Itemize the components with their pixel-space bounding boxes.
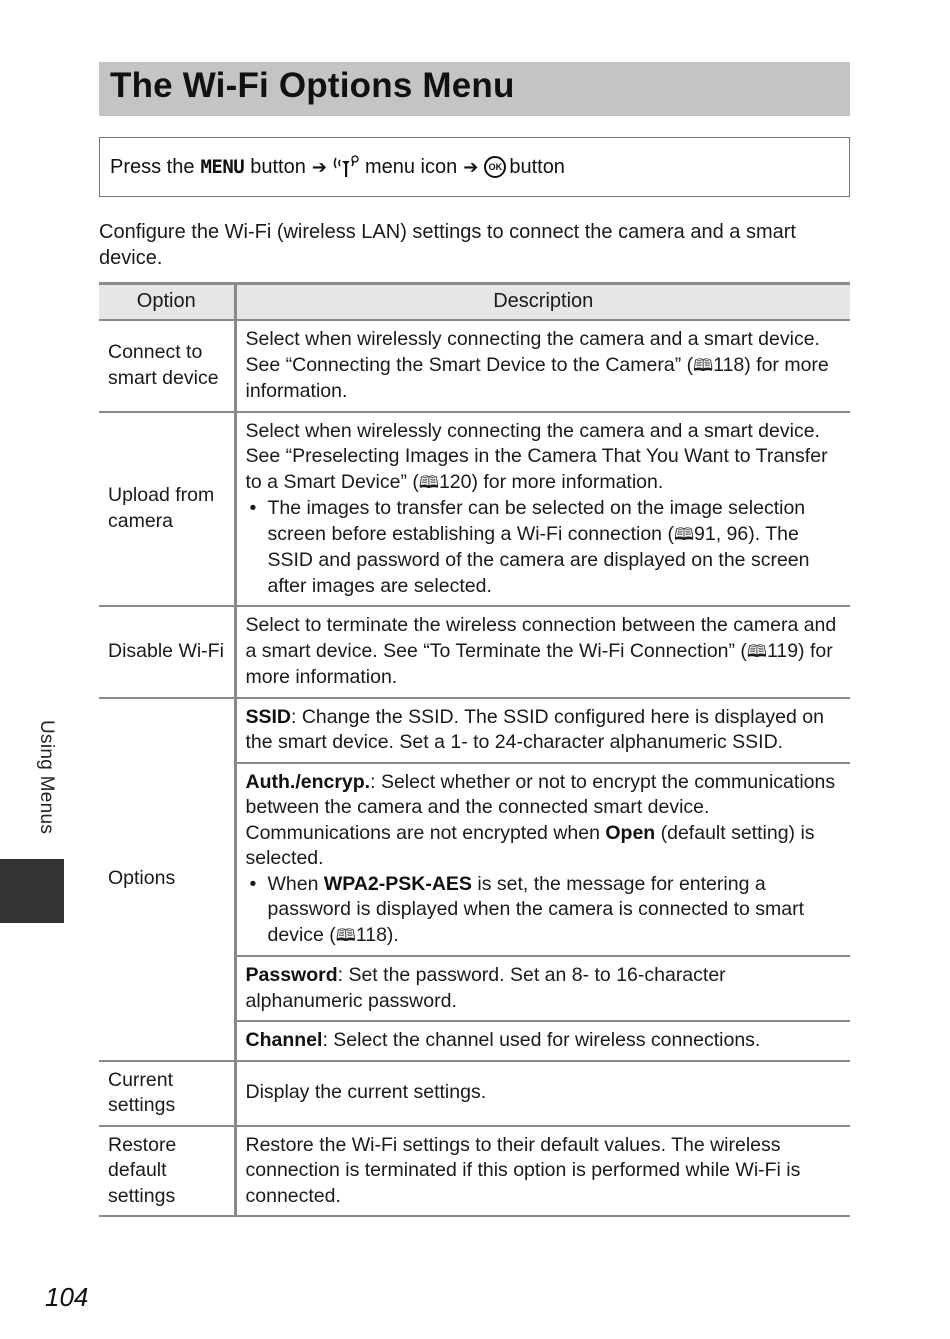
- bullet-text: The images to transfer can be selected on the image selection screen before establishing a Wi-Fi connection (: [267, 497, 806, 545]
- description-auth-encryp: [235, 763, 850, 957]
- book-reference-icon: 🕮: [746, 641, 767, 662]
- description-restore: Restore the Wi-Fi settings to their default values. The wireless connection is terminated if this option is performed while Wi-Fi is connected.: [235, 1126, 850, 1217]
- option-upload-from-camera: Upload from camera: [99, 412, 235, 607]
- description-text: (default setting) is selected.: [245, 821, 815, 869]
- bullet-text: is set, the message for entering a password is displayed when the camera is connected to smart device (: [267, 872, 805, 946]
- ok-button-icon: OK: [484, 156, 506, 178]
- wifi-options-table: [99, 282, 850, 1217]
- option-connect-to-smart-device: Connect to smart device: [99, 320, 235, 412]
- page-reference: 91, 96). The SSID and password of the camera are displayed on the screen after images are selected.: [267, 522, 810, 597]
- description-text: : Select the channel used for wireless connections.: [322, 1029, 761, 1051]
- description-text: : Change the SSID. The SSID configured here is displayed on the smart device. Set a 1- to 24-character alphanumeric SSID.: [245, 705, 824, 753]
- description-channel: [235, 1021, 850, 1061]
- table-row: [99, 1061, 850, 1126]
- page-reference: 119) for more information.: [245, 639, 833, 688]
- term-channel: Channel: [245, 1029, 323, 1051]
- option-current-settings: Current settings: [99, 1061, 235, 1126]
- title-bar: [99, 62, 850, 116]
- description-connect: [235, 320, 850, 412]
- table-row: [99, 1126, 850, 1217]
- table-row: [99, 606, 850, 698]
- arrow-icon: ➔: [463, 156, 479, 177]
- term-auth-encryp: Auth./encryp.: [245, 770, 371, 793]
- option-options: Options: [99, 698, 235, 1061]
- bullet-icon: •: [249, 872, 257, 895]
- description-ssid: [235, 698, 850, 763]
- section-tab-marker: [0, 859, 64, 923]
- table-row: [99, 412, 850, 607]
- book-reference-icon: 🕮: [693, 355, 714, 376]
- nav-press-the: Press the: [110, 155, 195, 178]
- intro-paragraph: Configure the Wi-Fi (wireless LAN) settings to connect the camera and a smart device.: [99, 221, 796, 269]
- bullet-item: [246, 496, 845, 599]
- bullet-text: When: [267, 872, 324, 895]
- term-ssid: SSID: [245, 705, 292, 728]
- table-row: [99, 698, 850, 763]
- table-header-row: [99, 284, 850, 321]
- description-upload: [235, 412, 850, 607]
- description-text: Select to terminate the wireless connection between the camera and a smart device. See “To Terminate the Wi-Fi Connection” (: [245, 614, 837, 662]
- option-disable-wifi: Disable Wi-Fi: [99, 606, 235, 698]
- nav-button-text: button: [250, 155, 306, 178]
- description-password: [235, 956, 850, 1021]
- column-header-description: Description: [235, 284, 850, 321]
- description-text: : Set the password. Set an 8- to 16-character alphanumeric password.: [245, 964, 726, 1012]
- description-text: Communications are not encrypted when: [245, 821, 606, 844]
- option-restore-default-settings: Restore default settings: [99, 1126, 235, 1217]
- description-current-settings: Display the current settings.: [235, 1061, 850, 1126]
- page-reference: 120) for more information.: [438, 470, 664, 493]
- menu-navigation-instructions: [99, 137, 850, 197]
- description-text: Select when wirelessly connecting the camera and a smart device. See “Preselecting Images in the Camera That You Want to Transfer to a Smart Device” (: [245, 419, 828, 493]
- description-disable: [235, 606, 850, 698]
- nav-menu-icon-text: menu icon: [364, 155, 458, 178]
- description-text: Select when wirelessly connecting the camera and a smart device. See “Connecting the Smart Device to the Camera” (: [245, 328, 820, 376]
- page-reference: 118).: [355, 923, 399, 946]
- description-text: : Select whether or not to encrypt the communications between the camera and the connected smart device.: [245, 770, 836, 818]
- arrow-icon: ➔: [311, 156, 327, 177]
- nav-button-text: button: [509, 155, 565, 178]
- book-reference-icon: 🕮: [335, 925, 356, 946]
- bullet-item: [246, 872, 845, 950]
- page-number: 104: [45, 1282, 89, 1312]
- book-reference-icon: 🕮: [418, 472, 439, 493]
- wifi-menu-icon: [333, 155, 359, 179]
- section-side-label: Using Menus: [36, 720, 57, 835]
- term-password: Password: [245, 964, 338, 986]
- page-reference: 118) for more information.: [245, 353, 829, 402]
- column-header-option: Option: [99, 284, 235, 321]
- menu-button-icon: MENU: [200, 156, 245, 178]
- bullet-icon: •: [249, 497, 257, 519]
- book-reference-icon: 🕮: [673, 524, 694, 545]
- term-wpa2-psk-aes: WPA2-PSK-AES: [323, 872, 472, 895]
- term-open: Open: [605, 821, 656, 844]
- page-title: The Wi-Fi Options Menu: [110, 66, 515, 105]
- table-row: [99, 320, 850, 412]
